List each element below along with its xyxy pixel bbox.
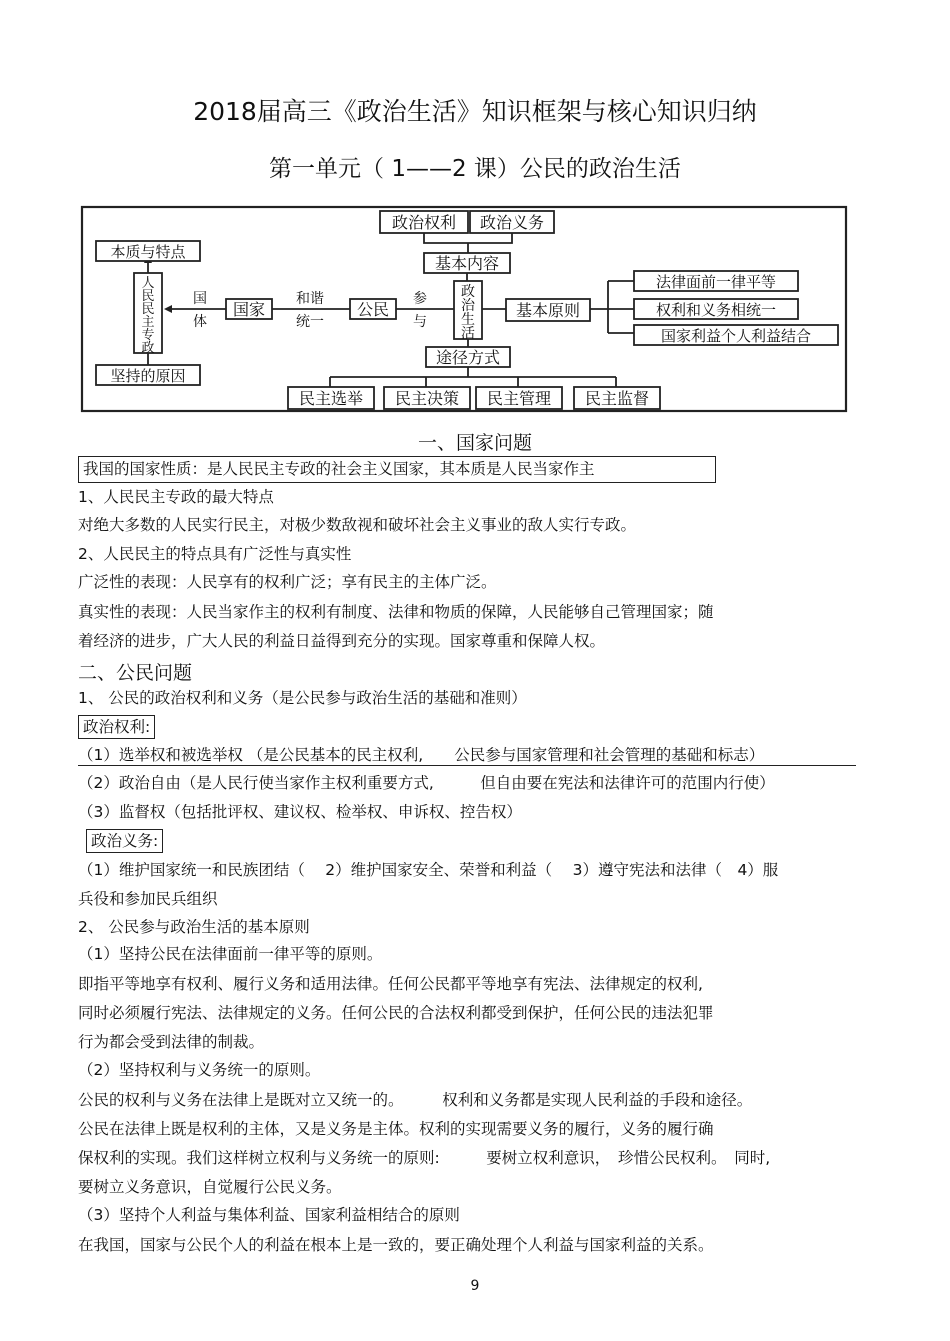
diagram-dict-char-3: 民 — [141, 302, 155, 317]
diagram-text-state: 国家 — [232, 300, 266, 319]
principle-2-text-3: 保权利的实现。我们这样树立权利与义务统一的原则: 要树立权利意识， 珍惜公民权利。 同时, — [78, 1149, 771, 1167]
s1-line-4: 广泛性的表现：人民享有的权利广泛；享有民主的主体广泛。 — [78, 573, 497, 591]
section-2-heading: 二、公民问题 — [78, 662, 193, 684]
political-rights-label: 政治权利: — [78, 715, 155, 739]
s1-line-3: 2、人民民主的特点具有广泛性与真实性 — [78, 545, 352, 563]
duties-line-1: （1）维护国家统一和民族团结（ 2）维护国家安全、荣誉和利益（ 3）遵守宪法和法律（ 4）服 — [78, 861, 779, 879]
diagram-text-principle-3: 国家利益个人利益结合 — [660, 327, 812, 345]
principle-1-text-3: 行为都会受到法律的制裁。 — [78, 1033, 265, 1051]
diagram-text-election: 民主选举 — [298, 389, 364, 408]
principle-1-text-2: 同时必须履行宪法、法律规定的义务。任何公民的合法权利都受到保护，任何公民的违法犯罪 — [78, 1004, 714, 1022]
diagram-text-nature: 本质与特点 — [110, 243, 186, 261]
diagram-text-participate-1: 参 — [413, 291, 427, 307]
framework-diagram — [80, 205, 848, 415]
principle-3-title: （3）坚持个人利益与集体利益、国家利益相结合的原则 — [78, 1206, 460, 1224]
diagram-text-principle: 基本原则 — [515, 301, 581, 320]
political-duties-label: 政治义务: — [86, 829, 163, 853]
page-title: 2018届高三《政治生活》知识框架与核心知识归纳 — [193, 97, 757, 126]
diagram-text-reason: 坚持的原因 — [110, 367, 186, 385]
principle-2-text-2: 公民在法律上既是权利的主体，又是义务是主体。权利的实现需要义务的履行，义务的履行确 — [78, 1120, 714, 1138]
diagram-text-content: 基本内容 — [434, 254, 500, 273]
principle-2-text-4: 要树立义务意识，自觉履行公民义务。 — [78, 1178, 342, 1196]
diagram-center-char-2: 治 — [461, 298, 475, 314]
rights-item-2: （2）政治自由（是人民行使当家作主权利重要方式, 但自由要在宪法和法律许可的范围内行使） — [78, 774, 775, 792]
diagram-center-char-4: 活 — [461, 326, 475, 342]
diagram-text-participate-2: 与 — [413, 314, 427, 330]
principle-3-text-1: 在我国，国家与公民个人的利益在根本上是一致的，要正确处理个人利益与国家利益的关系。 — [78, 1236, 714, 1254]
diagram-center-char-3: 生 — [461, 312, 475, 328]
diagram-dict-char-4: 主 — [141, 315, 155, 330]
s1-line-6: 着经济的进步，广大人民的利益日益得到充分的实现。国家尊重和保障人权。 — [78, 632, 606, 650]
s2-line-2: 2、 公民参与政治生活的基本原则 — [78, 918, 310, 936]
diagram-text-ways: 途径方式 — [435, 348, 501, 367]
principle-2-text-1: 公民的权利与义务在法律上是既对立又统一的。 权利和义务都是实现人民利益的手段和途径。 — [78, 1091, 753, 1109]
principle-2-title: （2）坚持权利与义务统一的原则。 — [78, 1061, 321, 1079]
principle-1-text-1: 即指平等地享有权利、履行义务和适用法律。任何公民都平等地享有宪法、法律规定的权利, — [78, 975, 703, 993]
state-nature-box: 我国的国家性质：是人民民主专政的社会主义国家，其本质是人民当家作主 — [78, 456, 716, 483]
page-subtitle: 第一单元（ 1——2 课）公民的政治生活 — [269, 156, 681, 182]
diagram-text-citizen: 公民 — [356, 300, 390, 319]
s1-line-1: 1、人民民主专政的最大特点 — [78, 488, 274, 506]
diagram-text-decision: 民主决策 — [394, 389, 460, 408]
diagram-dict-char-1: 人 — [141, 276, 155, 291]
diagram-center-char-1: 政 — [461, 284, 475, 300]
diagram-text-duties: 政治义务 — [479, 213, 545, 232]
diagram-text-rights: 政治权利 — [391, 213, 457, 232]
diagram-dict-char-2: 民 — [141, 289, 155, 304]
diagram-text-principle-2: 权利和义务相统一 — [655, 301, 777, 319]
diagram-dict-char-5: 专 — [141, 328, 155, 343]
diagram-text-supervision: 民主监督 — [584, 389, 650, 408]
s2-line-1: 1、 公民的政治权利和义务（是公民参与政治生活的基础和准则） — [78, 689, 527, 707]
s1-line-5: 真实性的表现：人民当家作主的权利有制度、法律和物质的保障，人民能够自己管理国家；随 — [78, 603, 714, 621]
principle-1-title: （1）坚持公民在法律面前一律平等的原则。 — [78, 945, 383, 963]
section-1-heading: 一、国家问题 — [417, 432, 532, 454]
diagram-text-guoti-2: 体 — [193, 314, 207, 330]
page-number: 9 — [470, 1278, 480, 1294]
rights-item-3: （3）监督权（包括批评权、建议权、检举权、申诉权、控告权） — [78, 803, 522, 821]
diagram-dict-char-6: 政 — [141, 341, 155, 356]
diagram-text-guoti-1: 国 — [193, 291, 207, 307]
rights-item-1: （1）选举权和被选举权 （是公民基本的民主权利, 公民参与国家管理和社会管理的基础和标志） — [78, 745, 856, 766]
diagram-text-harmony-2: 统一 — [296, 314, 324, 330]
diagram-text-harmony-1: 和谐 — [296, 291, 324, 307]
duties-line-2: 兵役和参加民兵组织 — [78, 890, 218, 908]
s1-line-2: 对绝大多数的人民实行民主，对极少数敌视和破坏社会主义事业的敌人实行专政。 — [78, 516, 637, 534]
diagram-text-management: 民主管理 — [486, 389, 552, 408]
diagram-text-principle-1: 法律面前一律平等 — [655, 273, 777, 291]
